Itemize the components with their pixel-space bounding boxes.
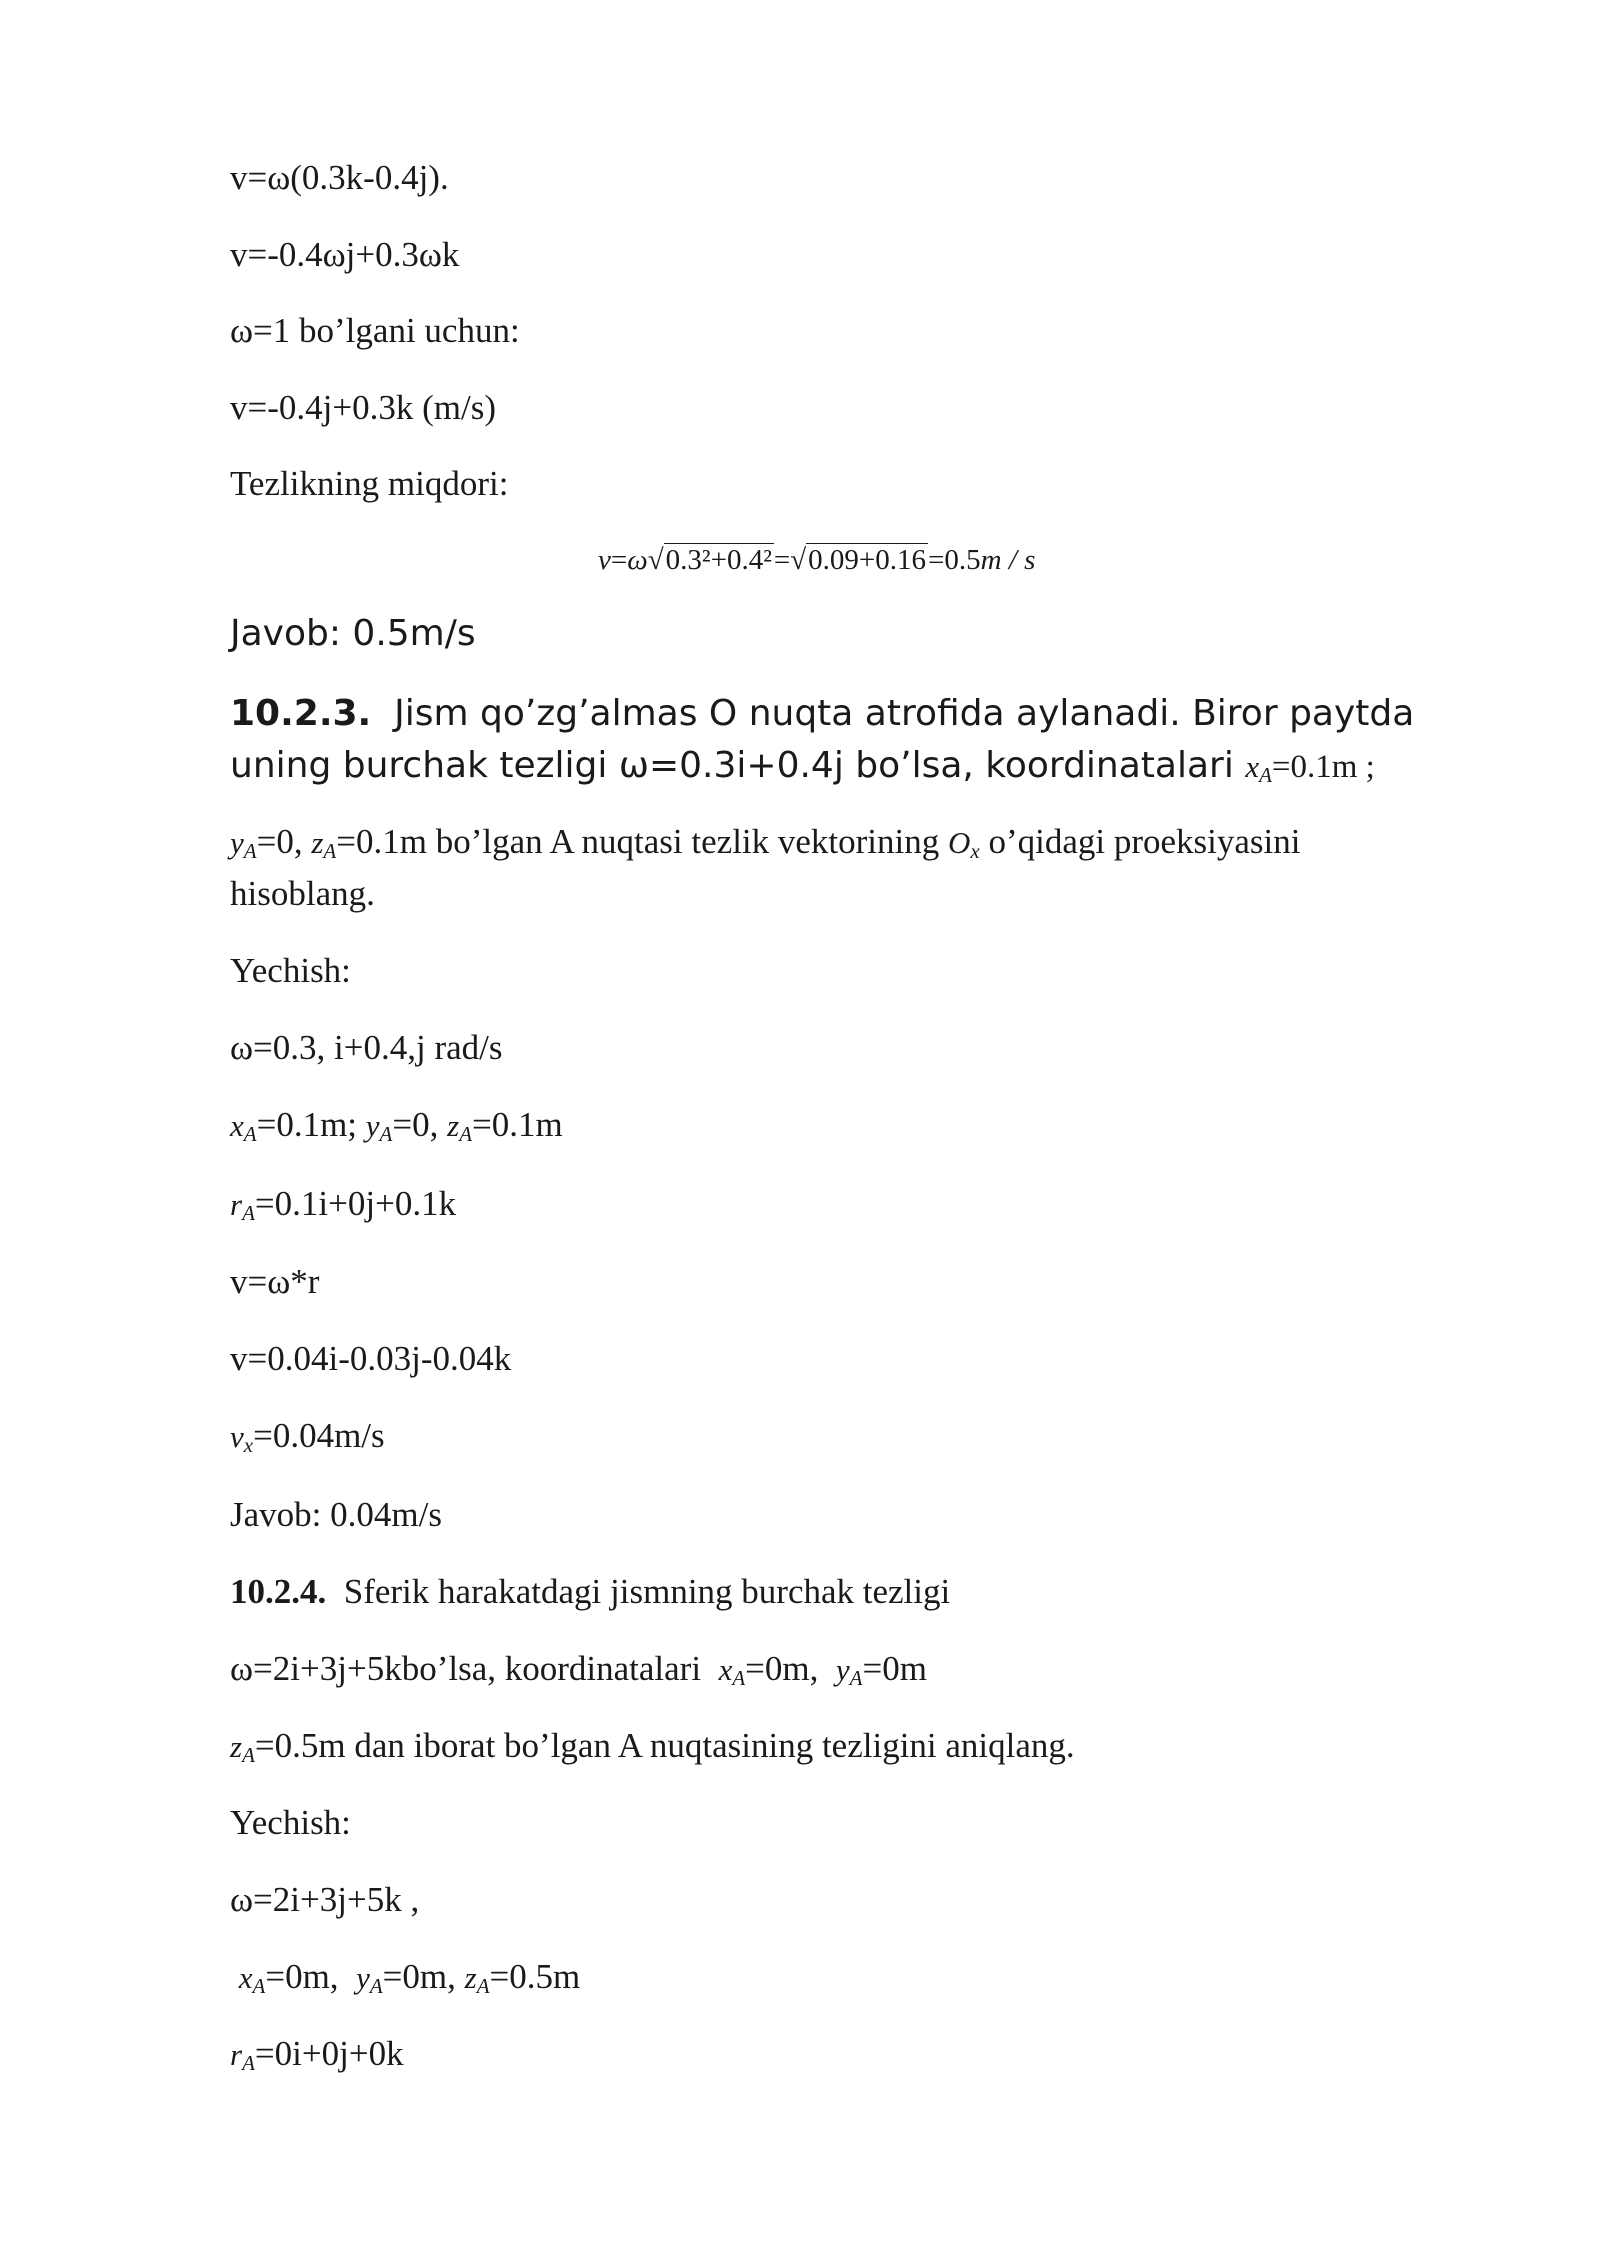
problem-number: 10.2.3.: [230, 693, 372, 734]
text-line: ω=1 bo’lgani uchun:: [230, 311, 520, 350]
solution-label: Yechish:: [230, 951, 351, 990]
problem-number: 10.2.4.: [230, 1572, 327, 1611]
solution-line: v=ω*r: [230, 1262, 320, 1301]
solution-line: $x_A=0m$, $y_A=0m$, $z_A=0.5m$: [238, 1957, 581, 1998]
solution-line: v=0.04i-0.03j-0.04k: [230, 1339, 512, 1378]
solution-line: $r_A=0.1i+0j+0.1k$: [230, 1184, 457, 1225]
solution-line: ω=2i+3j+5k ,: [230, 1880, 420, 1919]
speed-magnitude-formula: v=ω√0.3²+0.4²=√0.09+0.16=0.5m / s: [598, 540, 1035, 580]
solution-line: ω=0.3, i+0.4,j rad/s: [230, 1028, 503, 1067]
solution-line: $v_x=0.04m/s$: [230, 1416, 385, 1457]
problem-heading-line: 10.2.3. Jism qo’zg’almas O nuqta atrofida aylanadi. Biror paytda: [230, 693, 1415, 734]
text-line: v=-0.4ωj+0.3ωk: [230, 235, 460, 274]
problem-text-line: hisoblang.: [230, 874, 375, 913]
solution-label: Yechish:: [230, 1803, 351, 1842]
problem-text-line: ω=2i+3j+5kbo’lsa, koordinatalari $x_A=0m$, $y_A=0m$: [230, 1649, 927, 1690]
solution-line: $r_A=0i+0j+0k$: [230, 2034, 404, 2075]
problem-heading-line: 10.2.4. Sferik harakatdagi jismning burchak tezligi: [230, 1572, 951, 1611]
answer-line: Javob: 0.5m/s: [230, 613, 476, 654]
text-line: Tezlikning miqdori:: [230, 464, 509, 503]
square-root: √0.3²+0.4²: [647, 544, 772, 576]
problem-text-line: $z_A=0.5m$ dan iborat bo’lgan A nuqtasining tezligini aniqlang.: [230, 1726, 1075, 1767]
text-line: v=ω(0.3k-0.4j).: [230, 158, 449, 197]
problem-text-line: uning burchak tezligi ω=0.3i+0.4j bo’lsa, koordinatalari $x_A=0.1m$ ;: [230, 745, 1375, 787]
answer-line: Javob: 0.04m/s: [230, 1495, 442, 1534]
problem-text-line: $y_A=0$, $z_A=0.1m$ bo’lgan A nuqtasi tezlik vektorining $O_x$ o’qidagi proeksiyasini: [230, 822, 1301, 863]
solution-line: $x_A=0.1m$; $y_A=0$, $z_A=0.1m$: [230, 1105, 563, 1146]
text-line: v=-0.4j+0.3k (m/s): [230, 388, 496, 427]
square-root: √0.09+0.16: [790, 544, 927, 576]
